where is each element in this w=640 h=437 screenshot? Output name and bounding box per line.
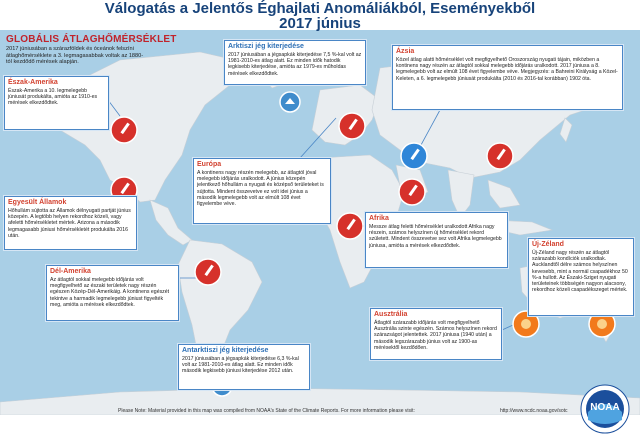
map-title: Válogatás a Jelentős Éghajlati Anomáliákból, Eseményekből [104,0,536,17]
callout-new-zealand [528,238,634,316]
marker-africa [337,213,363,239]
callout-south-america [46,265,179,321]
marker-asia-warm [487,143,513,169]
callout-title: Ausztrália [374,311,408,318]
callout-europe [193,158,331,224]
marker-asia-cool [401,143,427,169]
callout-body: Észak-Amerika a 10. legmelegebb júniusát produkálta, amióta az 1910-es mérések elkezdődtek. [8,88,98,107]
callout-body: 2017 júniusában a jégsapkák kiterjedése 7,5 %-kal volt az 1981-2010-es átlag alatt. Ez minden idők hatodik legkisebb kiterjedése, amióta az 1979-es műholdas mérések elkezdődtek. [228,52,362,77]
noaa-logo-text: NOAA [590,402,620,413]
callout-body: Messze átlag feletti hőmérséklet uralkodott Afrika nagy részein, számos helyszínen új hőmérséklet rekord született. Mindent összevetve sez volt Afrika legmelegebb júniusa, amióta a mérések elkezdődtek. [369,224,502,249]
callout-title: Antarktiszi jég kiterjedése [182,347,269,354]
callout-body: Átlagtól szárazabb időjárás volt megfigyelhető Ausztrália szinte egészén. Számos helyszínen rekord szárazságot jelentettek. 2017 júniusa (1940 után) a második legszárazabb június volt az 1900-as mérésektől kezdődően. [374,320,497,351]
callout-north-america [4,76,109,130]
source-link[interactable]: http://www.ncdc.noaa.gov/sotc [500,408,568,414]
callout-title: Arktiszi jég kiterjedése [228,43,304,50]
callout-body: Közel átlag alatti hőmérséklet volt megfigyelhető Oroszország nyugati tájain, miközben a kontinens nagy részén az átlagtól sokkal melegebb időjárás uralkodott. 2017 júniusa a 8. legmelegebb volt az elmúlt 108 évet figyelembe véve. Megjegyzés: a Bahreini Királyság a Közel-Keleten, a 6. legmelegebb júniusát produkálta (2010 és 2016-tal korábban) 1902 óta. [396,57,618,82]
callout-antarctic-ice [178,344,310,390]
global-temperature-heading: GLOBÁLIS ÁTLAGHŐMÉRSÉKLET [6,34,177,45]
callout-body: 2017 júniusában a jégsapkák kiterjedése 6,3 %-kal volt az 1981-2010-es átlag alatt. Ez minden idők második legkisebb júniusi kiterjedése 2012 után. [182,356,299,375]
marker-north-america [111,117,137,143]
callout-asia [392,45,623,110]
footer-note: Please Note: Material provided in this map was compiled from NOAA's State of the Climate Reports. For more information please visit: [118,408,415,414]
marker-europe [339,113,365,139]
marker-arctic-ice [280,92,300,112]
callout-title: Európa [197,161,222,168]
callout-body: Az átlagtól sokkal melegebb időjárás volt megfigyelhető az északi területek nagy részén egészen Közép-Dél-Amerikáig. A kontinens egészét tekintve a harmadik legmelegebb júniust figyelték meg, amióta a mérések elkezdődtek. [50,277,170,308]
callout-body: Hőhullám sújtotta az Államok délnyugati partját június közepén. A legtöbb helyen rekordhoz közeli, vagy afeletti hőmérsékletet mértek. Arizona a második legmagasabb júniusi hőmérsékletét produkálta 2016 után. [8,208,131,239]
map-date: 2017 június [279,15,361,32]
global-temperature-summary: 2017 júniusában a szárazföldek és óceánok felszíni átlaghőmérséklete a 3. legmagasabbak voltak az 1880-tól kezdődő mérések alapján. [6,46,144,66]
callout-title: Egyesült Államok [8,199,67,206]
callout-title: Dél-Amerika [50,268,91,275]
callout-usa [4,196,137,250]
callout-title: Afrika [369,215,389,222]
callout-title: Ázsia [396,48,415,55]
callout-body: A kontinens nagy részén melegebb, az átlagtól jóval melegebb időjárás uralkodott. A június közepén jelentkező hőhullám a nyugati és középső területeket is sújtotta. Mindent összevetve ez volt idei június a második legmelegebb volt az elmúlt 108 évet figyelembe véve. [197,170,324,208]
callout-body: Új-Zéland nagy részén az átlagtól szárazabb kondíciók uralkodtak. Aucklandtől délre számos helyszínen kevesebb, mint a normál csapadékhoz 50 %-a hullott. Az Északi-Sziget nyugati területeinek többségén nagyon alacsony, rekordhoz közeli csapadékszeget mértek. [532,250,628,294]
marker-bahrain [399,179,425,205]
callout-title: Észak-Amerika [8,79,58,86]
callout-arctic-ice [224,40,366,85]
callout-australia [370,308,502,360]
callout-africa [365,212,508,268]
marker-south-america [195,259,221,285]
callout-title: Új-Zéland [532,241,564,248]
